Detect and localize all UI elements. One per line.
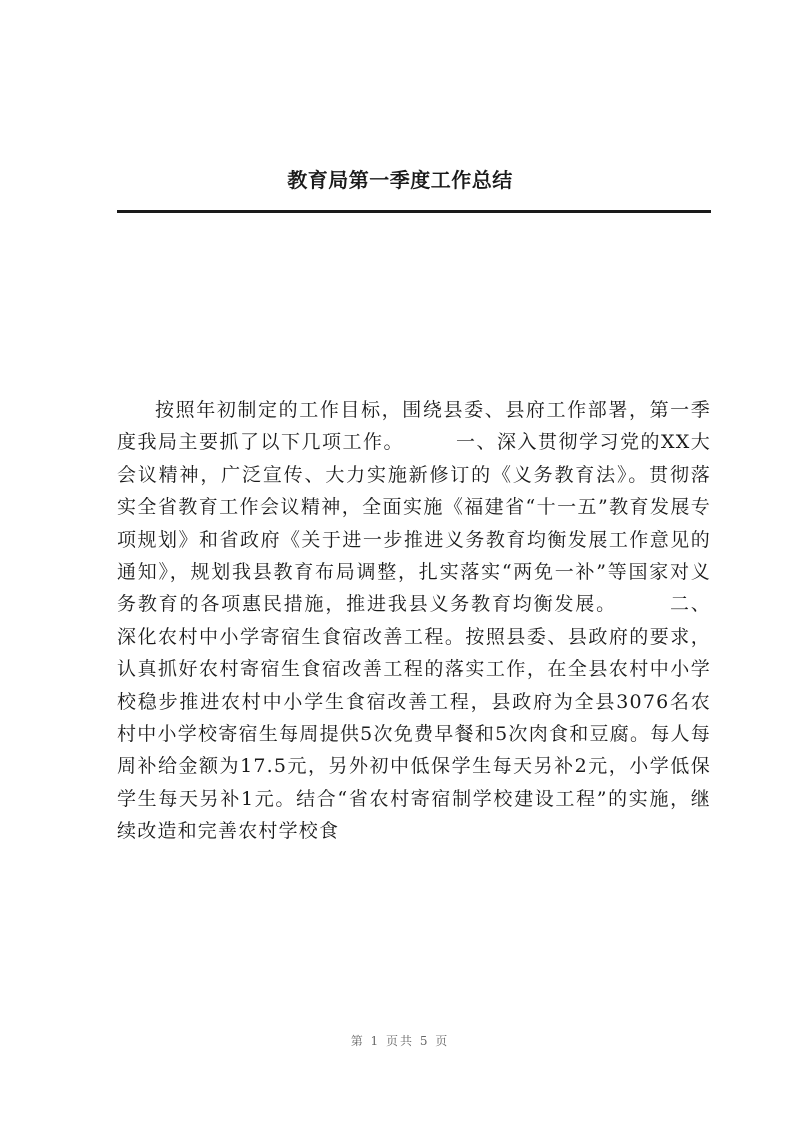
body-paragraph: 按照年初制定的工作目标，围绕县委、县府工作部署，第一季度我局主要抓了以下几项工作。 一、深入贯彻学习党的XX大会议精神，广泛宣传、大力实施新修订的《义务教育法》。贯彻落实全省教育工作会议精神，全面实施《福建省“十一五”教育发展专项规划》和省政府《关于进一步推进义务教育均衡发展工作意见的通知》，规划我县教育布局调整，扎实落实“两免一补”等国家对义务教育的各项惠民措施，推进我县义务教育均衡发展。 二、深化农村中小学寄宿生食宿改善工程。按照县委、县政府的要求，认真抓好农村寄宿生食宿改善工程的落实工作，在全县农村中小学校稳步推进农村中小学生食宿改善工程，县政府为全县3076名农村中小学校寄宿生每周提供5次免费早餐和5次肉食和豆腐。每人每周补给金额为17.5元，另外初中低保学生每天另补2元，小学低保学生每天另补1元。结合“省农村寄宿制学校建设工程”的实施，继续改造和完善农村学校食 <box>117 399 711 843</box>
page-footer: 第 1 页共 5 页 <box>350 1034 450 1048</box>
title-underline <box>117 210 711 213</box>
document-title: 教育局第一季度工作总结 <box>287 168 513 192</box>
